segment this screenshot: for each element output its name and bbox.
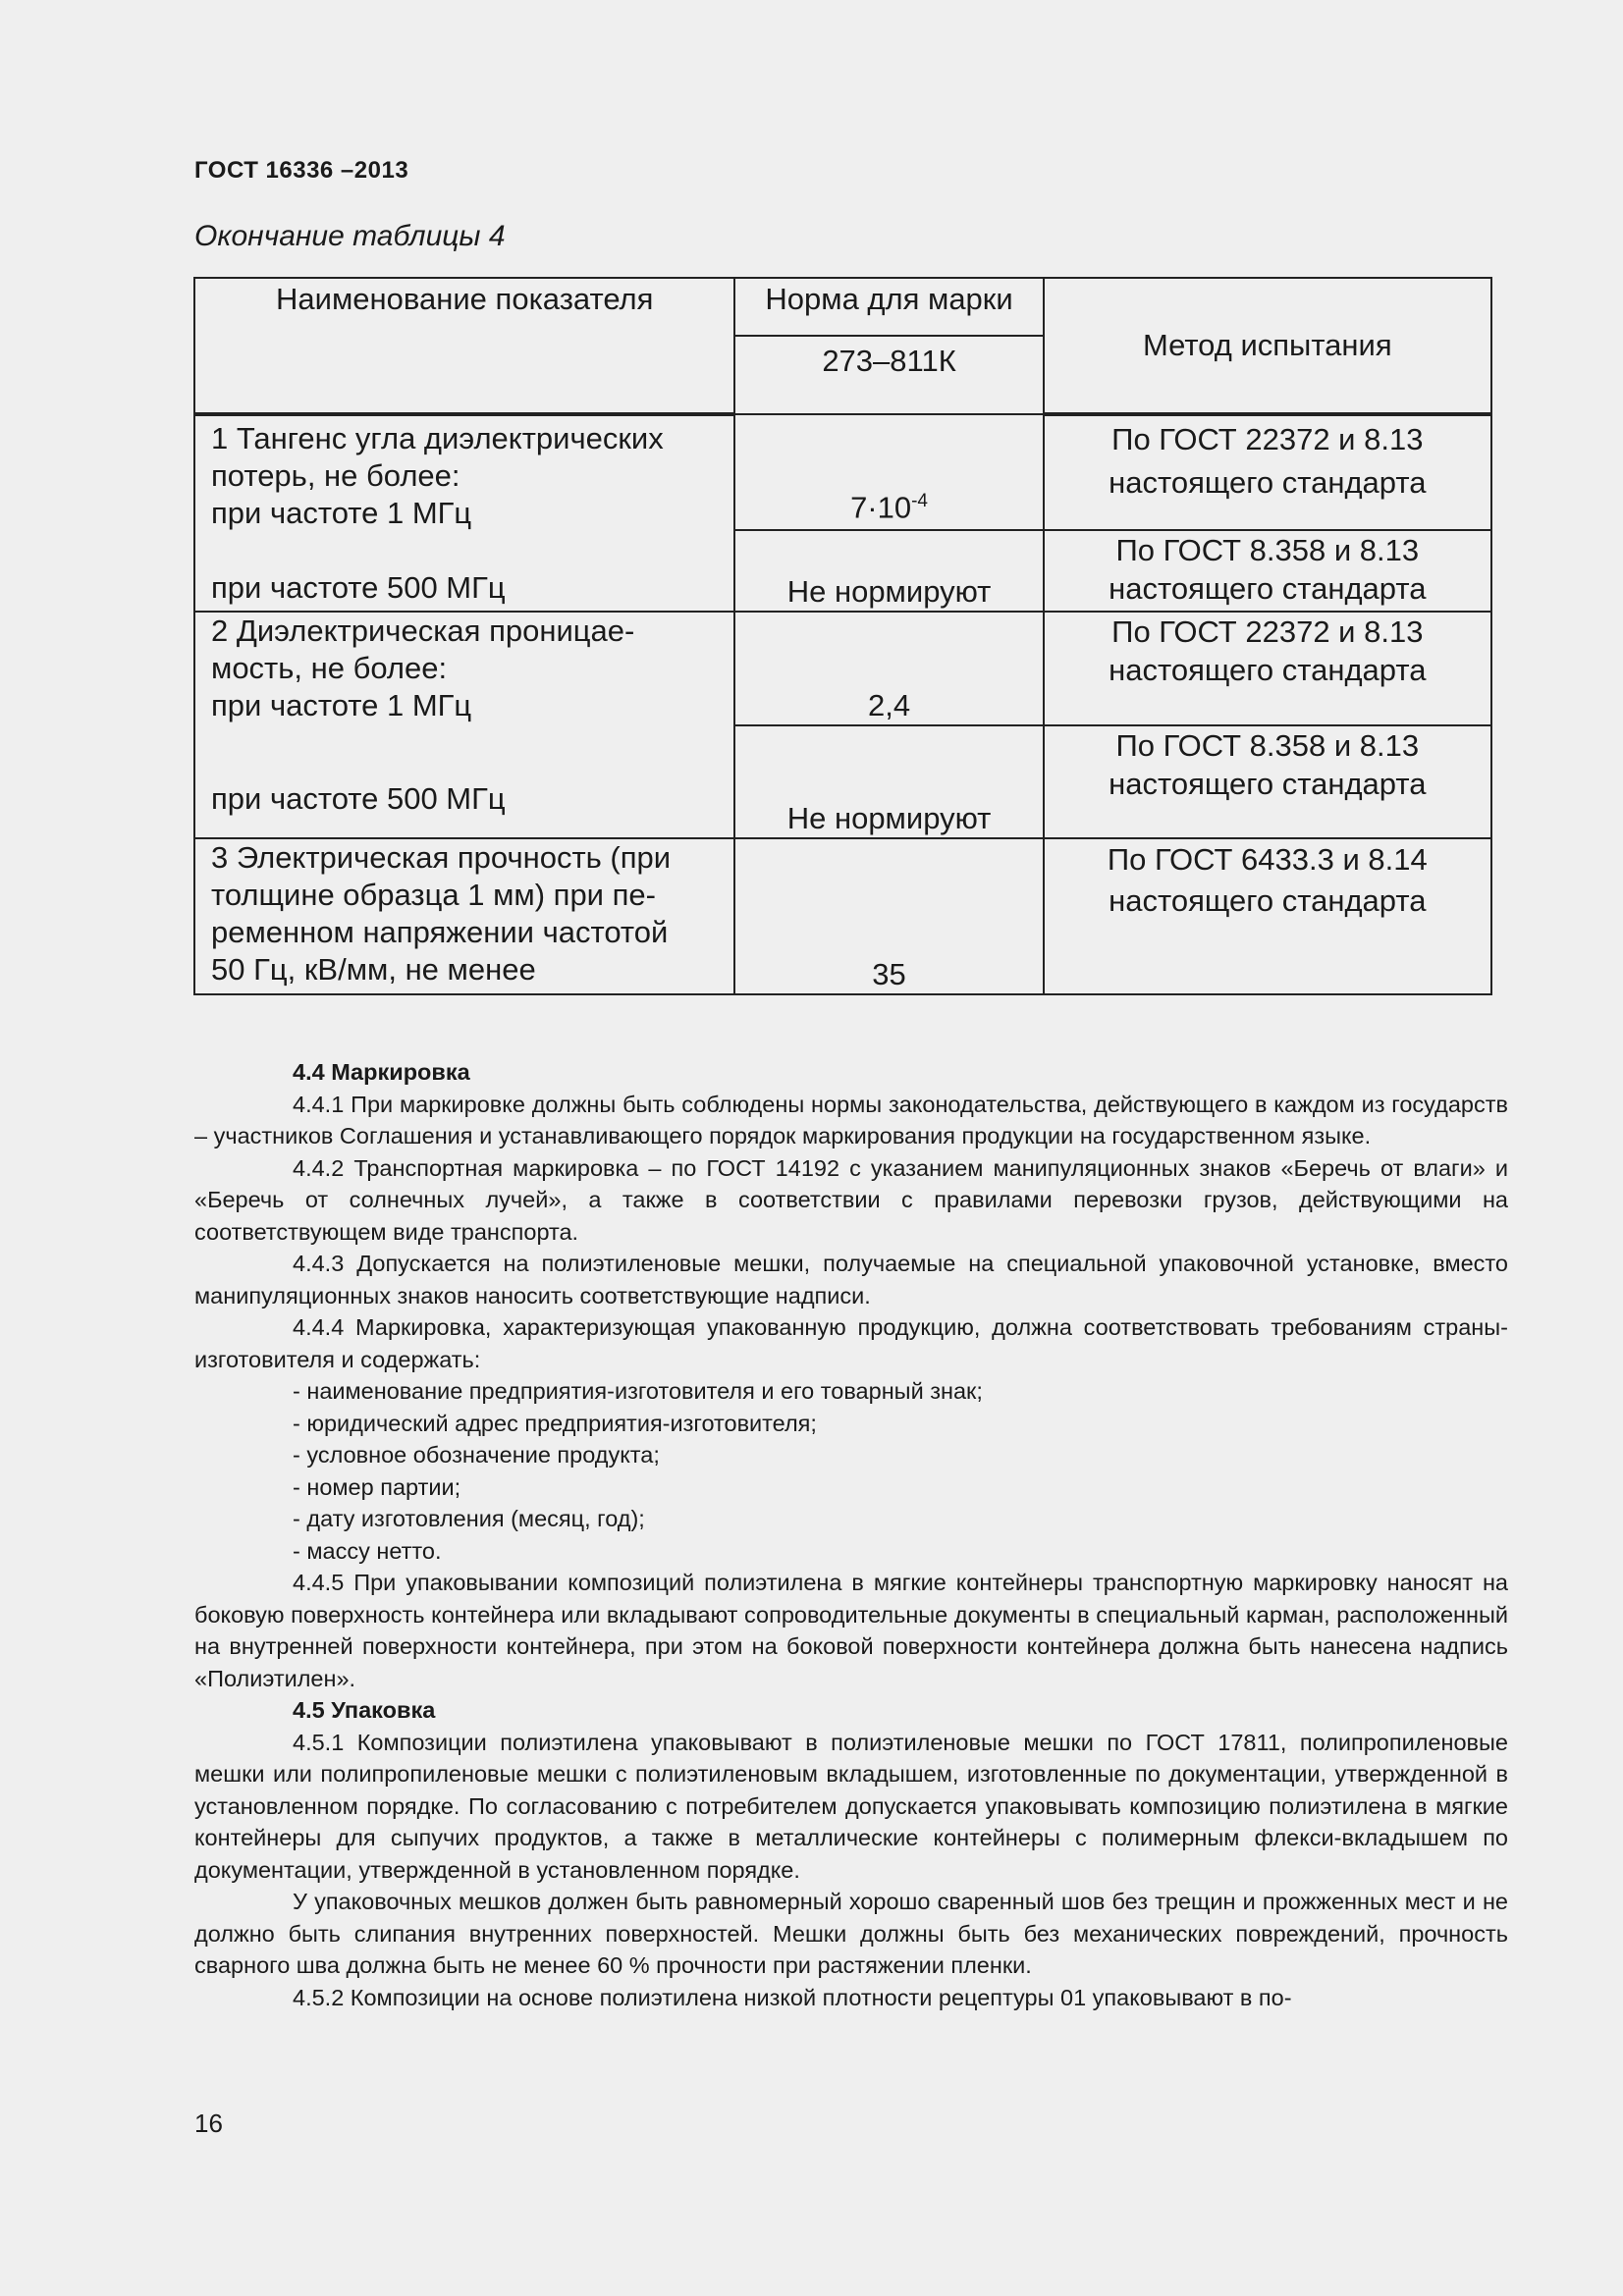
- paragraph-4-5-1: 4.5.1 Композиции полиэтилена упаковывают в полиэтиленовые мешки по ГОСТ 17811, полипропиленовые мешки или полипропиленовые мешки с полиэтиленовым вкладышем, изготовленные по документации, утвержденной в установленном порядке. По согласованию с потребителем допускается упаковывать композицию полиэтилена в мягкие контейнеры для сыпучих продуктов, а также в металлические контейнеры с полимерным флекси-вкладышем по документации, утвержденной в установленном порядке.: [194, 1729, 1508, 1883]
- row3-method-line: По ГОСТ 6433.3 и 8.14: [1107, 842, 1428, 877]
- section-4-5-title: 4.5 Упаковка: [293, 1697, 436, 1723]
- row1-name-line: 1 Тангенс угла диэлектрических: [211, 421, 664, 455]
- row2-name-line: мость, не более:: [211, 651, 448, 685]
- row2-method1-cell: [1044, 612, 1491, 725]
- row1-method1-line: По ГОСТ 22372 и 8.13: [1111, 422, 1424, 456]
- row2-method2-line: настоящего стандарта: [1109, 767, 1427, 801]
- row1-name: [195, 416, 733, 611]
- table-caption: Окончание таблицы 4: [194, 220, 506, 252]
- row3-name-line: 3 Электрическая прочность (при: [211, 840, 672, 875]
- document-header: ГОСТ 16336 –2013: [194, 157, 409, 184]
- row1-norm1-cell: [734, 414, 1043, 530]
- row1-norm2-cell: [734, 530, 1043, 612]
- row1-name-line: потерь, не более:: [211, 458, 460, 493]
- row1-method1-line: настоящего стандарта: [1109, 465, 1427, 500]
- paragraph-4-4-5: 4.4.5 При упаковывании композиций полиэтилена в мягкие контейнеры транспортную маркировку наносят на боковую поверхность контейнера или вкладывают сопроводительные документы в специальный карман, расположенный на внутренней поверхности контейнера, при этом на боковой поверхности контейнера должна быть нанесена надпись «Полиэтилен».: [194, 1570, 1508, 1691]
- list-item: - условное обозначение продукта;: [293, 1442, 660, 1468]
- list-item: - массу нетто.: [293, 1537, 442, 1564]
- row2-name-line: при частоте 1 МГц: [211, 688, 472, 722]
- row1-method2-line: По ГОСТ 8.358 и 8.13: [1115, 532, 1420, 567]
- list-item: - юридический адрес предприятия-изготовителя;: [293, 1410, 817, 1436]
- row3-name-line: толщине образца 1 мм) при пе-: [211, 878, 656, 912]
- row1-norm2: Не нормируют: [786, 574, 992, 609]
- table-4: [193, 277, 1492, 995]
- row1-method2-cell: [1044, 530, 1491, 612]
- row1-norm1: $7\cdot 10^{-4}$: [850, 490, 929, 525]
- header-method: Метод испытания: [1142, 328, 1392, 362]
- header-grade-cell: [734, 336, 1043, 414]
- body-text: [194, 1056, 1508, 2013]
- row1-method2-line: настоящего стандарта: [1109, 570, 1427, 606]
- header-name: Наименование показателя: [276, 282, 654, 316]
- section-4-4-title: 4.4 Маркировка: [293, 1059, 470, 1085]
- list-item: - наименование предприятия-изготовителя и его товарный знак;: [293, 1378, 983, 1404]
- list-item: - дату изготовления (месяц, год);: [293, 1506, 645, 1531]
- list-item: - номер партии;: [293, 1473, 461, 1500]
- paragraph-4-4-2: 4.4.2 Транспортная маркировка – по ГОСТ 14192 с указанием манипуляционных знаков «Беречь от влаги» и «Беречь от солнечных лучей», а также в соответствии с правилами перевозки грузов, действующими на соответствующем виде транспорта.: [194, 1154, 1508, 1245]
- row3-name-line: ременном напряжении частотой: [211, 915, 669, 949]
- row1-name-cell: [194, 414, 734, 612]
- row1-name-line: при частоте 500 МГц: [211, 570, 506, 605]
- row2-norm2-cell: [734, 725, 1043, 838]
- paragraph-4-5-1-cont: У упаковочных мешков должен быть равномерный хорошо сваренный шов без трещин и прожженных мест и не должно быть слипания внутренних поверхностей. Мешки должны быть без механических повреждений, прочность сварного шва должна быть не менее 60 % прочности при растяжении пленки.: [194, 1889, 1508, 1978]
- header-grade: 273–811К: [822, 344, 956, 378]
- header-norm: Норма для марки: [765, 282, 1013, 316]
- paragraph-4-4-3: 4.4.3 Допускается на полиэтиленовые мешки, получаемые на специальной упаковочной установке, вместо манипуляционных знаков наносить соответствующие надписи.: [194, 1251, 1508, 1308]
- header-name-cell: [194, 278, 734, 414]
- row3-method-line: настоящего стандарта: [1109, 883, 1427, 918]
- page-number: 16: [194, 2109, 223, 2138]
- row3-method-cell: [1044, 838, 1491, 994]
- row1-name-line: при частоте 1 МГц: [211, 496, 472, 530]
- row1-method1-cell: [1044, 414, 1491, 530]
- paragraph-4-4-4: 4.4.4 Маркировка, характеризующая упакованную продукцию, должна соответствовать требованиям страны-изготовителя и содержать:: [194, 1314, 1508, 1372]
- header-norm-cell: [734, 278, 1043, 336]
- row2-name-line: при частоте 500 МГц: [211, 781, 506, 816]
- row2-norm2: Не нормируют: [786, 801, 992, 835]
- paragraph-4-5-2: 4.5.2 Композиции на основе полиэтилена низкой плотности рецептуры 01 упаковывают в по-: [293, 1984, 1292, 2010]
- paragraph-4-4-1: 4.4.1 При маркировке должны быть соблюдены нормы законодательства, действующего в каждом из государств – участников Соглашения и устанавливающего порядок маркирования продукции на государственном языке.: [194, 1091, 1508, 1148]
- row2-norm1-cell: [734, 612, 1043, 725]
- row3-norm-cell: [734, 838, 1043, 994]
- row2-name-line: 2 Диэлектрическая проницае-: [211, 614, 635, 648]
- row2-method1-line: настоящего стандарта: [1109, 653, 1427, 687]
- row3-name-cell: [194, 838, 734, 994]
- header-method-cell: [1044, 278, 1491, 414]
- row2-method2-cell: [1044, 725, 1491, 838]
- row3-name: [195, 839, 733, 992]
- row3-norm: 35: [872, 957, 906, 991]
- row3-name-line: 50 Гц, кВ/мм, не менее: [211, 952, 536, 987]
- row2-norm1: 2,4: [867, 688, 911, 722]
- row2-method2-line: По ГОСТ 8.358 и 8.13: [1115, 728, 1420, 763]
- row2-method1-line: По ГОСТ 22372 и 8.13: [1111, 614, 1424, 649]
- row2-name-cell: [194, 612, 734, 838]
- row2-name: [195, 613, 733, 822]
